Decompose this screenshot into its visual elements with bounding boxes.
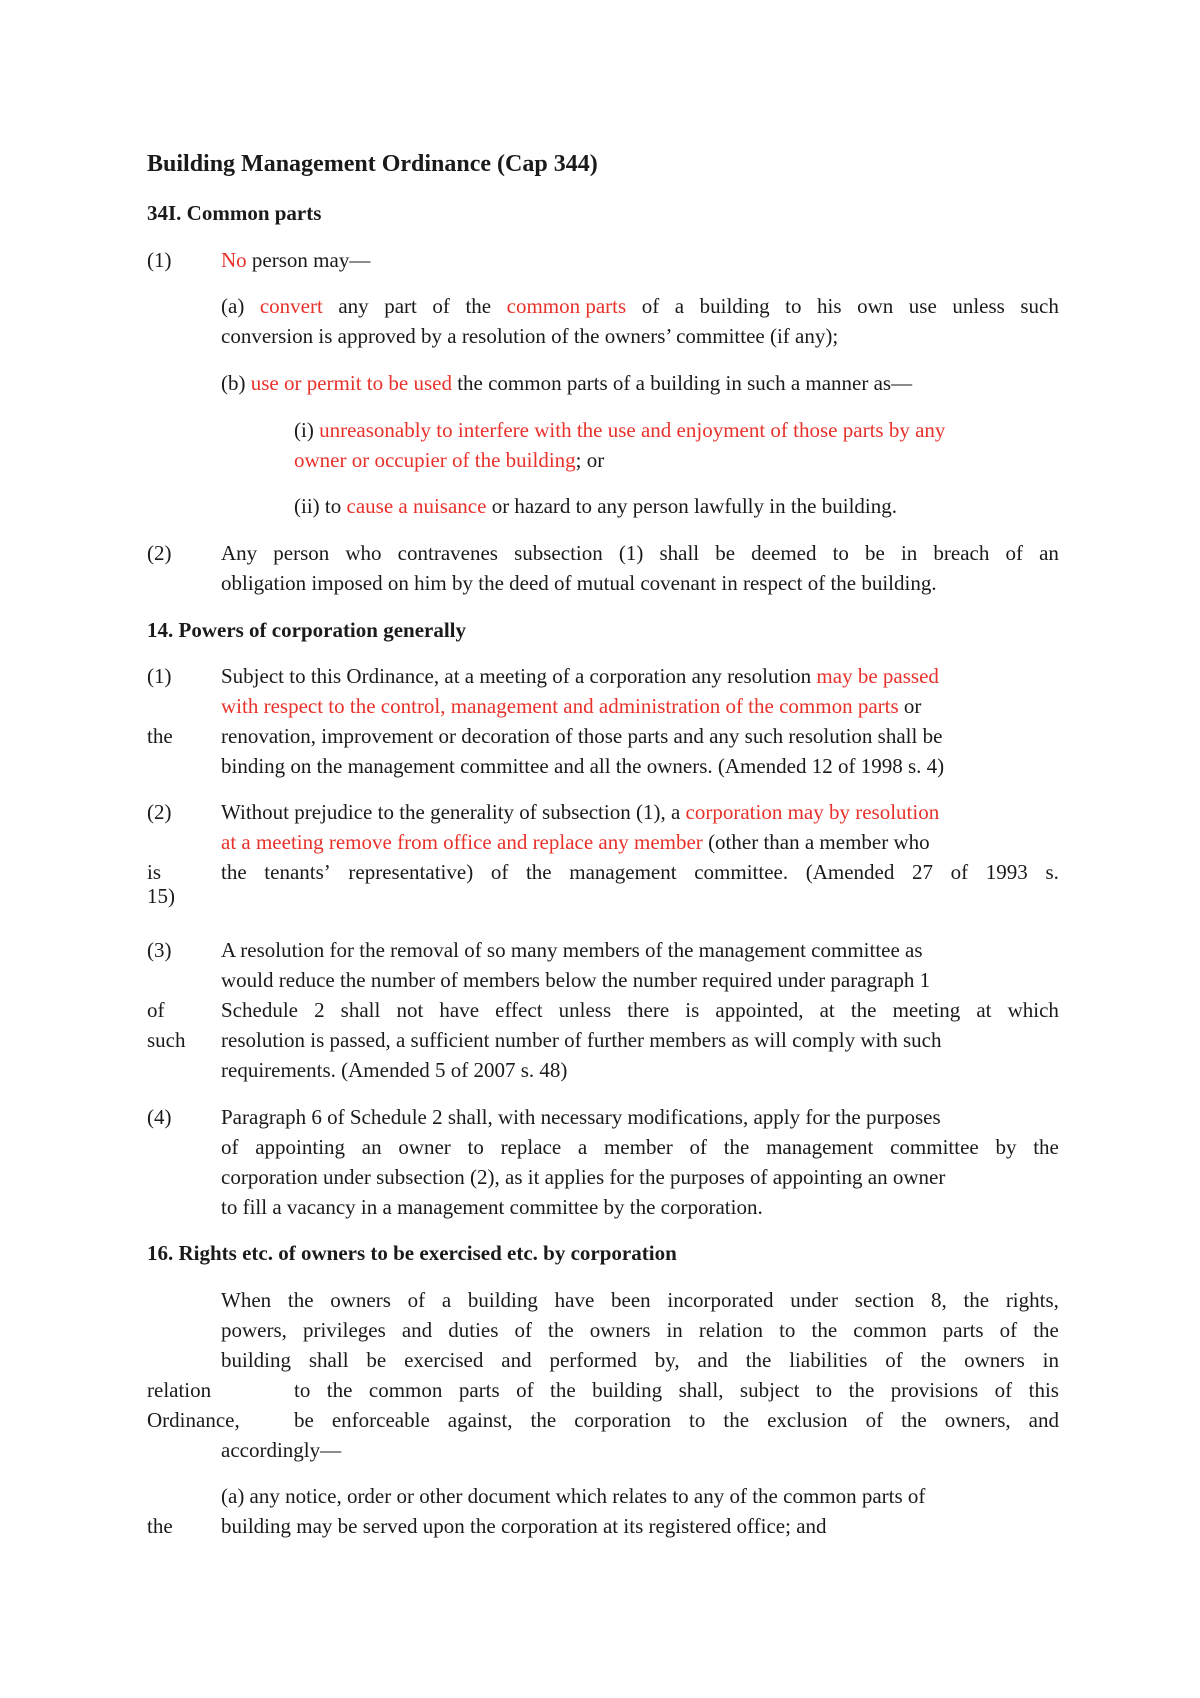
word: of [950,860,969,884]
paragraph-number: (3) [147,938,172,962]
word: unless [558,998,612,1022]
word: to [832,541,849,565]
paragraph-number: (4) [147,1105,172,1129]
word: management [766,1135,874,1159]
word: exercised [404,1348,484,1372]
margin-word: the [147,724,173,748]
highlight-text: unreasonably to interfere with the use and enjoyment of those parts by any [319,418,946,442]
word: of [641,294,660,318]
text-line: corporation under subsection (2), as it applies for the purposes of appointing an owner [221,1165,946,1189]
word: the [550,1378,576,1402]
word: be [366,1348,387,1372]
text-line [221,661,939,691]
text-line-justified [221,857,1059,887]
word: Any [221,541,258,565]
word: rights, [1005,1288,1059,1312]
word: of [432,294,450,318]
word: the [326,1378,353,1402]
word: of [514,1318,532,1342]
word: parts [942,1318,984,1342]
word: a [674,294,685,318]
word: and [401,1318,433,1342]
highlight-text: may be passed [816,664,939,688]
word: the [723,1408,750,1432]
text-run: (other than a member who [702,830,930,854]
margin-word: such [147,1028,186,1052]
word: committee. [694,860,789,884]
highlight-text: use or permit to be used [250,371,452,395]
word: in [900,541,918,565]
text-run: the common parts of a building in such a manner as— [451,371,913,395]
highlight-word: common parts [506,294,627,318]
text-line [294,491,897,521]
word: be [294,1408,314,1432]
highlight-text: at a meeting remove from office and replace any member [221,830,703,854]
text-run: person may— [246,248,371,272]
word: shall, [678,1378,724,1402]
word: 2 [314,998,325,1022]
highlight-text: owner or occupier of the building [294,448,576,472]
word: the [465,294,492,318]
text-line [221,827,930,857]
word: effect [495,998,543,1022]
word: of [885,1348,903,1372]
word: 8, [930,1288,947,1312]
paragraph-text [221,245,370,275]
text-run: (ii) to [294,494,347,518]
word: 27 [912,860,934,884]
word: owners [589,1318,651,1342]
word: such [1020,294,1059,318]
word: duties [448,1318,499,1342]
text-run: Without prejudice to the generality of subsection (1), a [221,800,686,824]
text-run: or hazard to any person lawfully in the building. [486,494,898,518]
word: in [666,1318,683,1342]
word: section [854,1288,915,1312]
highlight-text: with respect to the control, management and administration of the common parts [221,694,899,718]
word: exclusion [767,1408,848,1432]
margin-word: the [147,1514,173,1538]
word: and [1028,1408,1059,1432]
margin-word: relation [147,1378,212,1402]
text-run: or [898,694,922,718]
highlight-text: No [221,248,247,272]
text-line: requirements. (Amended 5 of 2007 s. 48) [221,1058,568,1082]
text-line-justified [221,1345,1059,1375]
word: who [345,541,382,565]
text-line: conversion is approved by a resolution of the owners’ committee (if any); [221,324,839,348]
word: the [901,1408,927,1432]
word: of [689,1135,707,1159]
word: committee [890,1135,979,1159]
word: the [811,1318,838,1342]
word: the [745,1348,772,1372]
word: of [1005,541,1023,565]
text-line-justified [294,1375,1059,1405]
margin-word: of [147,998,165,1022]
text-line-justified [221,1132,1059,1162]
word: tenants’ [264,860,331,884]
word: to [689,1408,706,1432]
section-heading-34i: 34I. Common parts [147,201,322,225]
word: person [273,541,330,565]
paragraph-number: (1) [147,248,172,272]
word: of [407,1288,426,1312]
text-line: building may be served upon the corporation at its registered office; and [221,1514,827,1538]
word: this [1028,1378,1059,1402]
text-line-justified [221,538,1059,568]
word: performed [549,1348,637,1372]
word: of [490,860,509,884]
word: the [723,1135,750,1159]
text-line: binding on the management committee and all the owners. (Amended 12 of 1998 s. 4) [221,754,945,778]
word: the [548,1318,574,1342]
word: building [221,1348,292,1372]
word: and [697,1348,728,1372]
word: use [908,294,937,318]
word: appointing [255,1135,346,1159]
text-line: accordingly— [221,1438,342,1462]
word: shall [659,541,700,565]
word: breach [933,541,990,565]
text-line: renovation, improvement or decoration of those parts and any such resolution shall be [221,724,943,748]
text-line [294,415,945,445]
word: to [779,1318,796,1342]
word: have [554,1288,595,1312]
word: of [865,1408,884,1432]
word: is [685,998,700,1022]
word: owners [330,1288,391,1312]
word: enforceable [331,1408,430,1432]
margin-word: Ordinance, [147,1408,240,1432]
word: under [790,1288,839,1312]
text-run: (i) [294,418,314,442]
word: the [1033,1318,1059,1342]
word: representative) [348,860,474,884]
highlight-text: cause a nuisance [346,494,487,518]
word: there [627,998,670,1022]
word: management [569,860,677,884]
word: of [994,1378,1013,1402]
word: building [467,1288,538,1312]
word: a [577,1135,588,1159]
word: of [516,1378,534,1402]
text-line-justified [221,291,1059,321]
word: the [963,1288,990,1312]
word: subsection [514,541,603,565]
word: building [592,1378,663,1402]
text-line: to fill a vacancy in a management committee by the corporation. [221,1195,763,1219]
word: meeting [892,998,961,1022]
word: and [501,1348,532,1372]
word: the [848,1378,875,1402]
word: the [221,860,247,884]
margin-word: 15) [147,884,175,908]
word: his [817,294,842,318]
word: replace [500,1135,562,1159]
word: s. [1045,860,1059,884]
word: the [287,1288,314,1312]
word: part [384,294,417,318]
word: of [221,1135,239,1159]
word: When [221,1288,272,1312]
word: an [361,1135,382,1159]
word: any [338,294,369,318]
text-line: (a) any notice, order or other document which relates to any of the common parts of [221,1484,926,1508]
text-line-justified [221,1315,1059,1345]
word: to [467,1135,484,1159]
word: owner [398,1135,451,1159]
section-heading-14: 14. Powers of corporation generally [147,618,467,642]
word: an [1039,541,1059,565]
word: against, [447,1408,513,1432]
word: incorporated [667,1288,774,1312]
word: to [815,1378,833,1402]
word: 1993 [985,860,1028,884]
word: the [1033,1135,1059,1159]
word: provisions [890,1378,979,1402]
word: a [441,1288,452,1312]
word: the [525,860,552,884]
text-line-justified [221,995,1059,1025]
word: building [699,294,770,318]
word: to [294,1378,311,1402]
text-run: ; or [575,448,605,472]
word: of [999,1318,1018,1342]
word: the [530,1408,557,1432]
word: the [920,1348,947,1372]
word: at [819,998,835,1022]
word: corporation [574,1408,672,1432]
text-line-justified [221,1285,1059,1315]
word: owners [964,1348,1025,1372]
word: shall [308,1348,349,1372]
word: contravenes [397,541,498,565]
document-title: Building Management Ordinance (Cap 344) [147,151,598,177]
text-line [294,445,604,475]
word: deemed [751,541,817,565]
text-line [221,368,912,398]
word: unless [952,294,1005,318]
word: (a) [221,294,245,318]
word: own [857,294,894,318]
word: the [850,998,877,1022]
text-line: would reduce the number of members below the number required under paragraph 1 [221,968,931,992]
text-line [221,797,939,827]
text-run: Subject to this Ordinance, at a meeting of a corporation any resolution [221,664,817,688]
text-line: obligation imposed on him by the deed of mutual covenant in respect of the building. [221,571,937,595]
text-line: resolution is passed, a sufficient number of further members as will comply with such [221,1028,942,1052]
highlight-text: corporation may by resolution [685,800,940,824]
word: powers, [221,1318,287,1342]
text-line: Paragraph 6 of Schedule 2 shall, with necessary modifications, apply for the purposes [221,1105,941,1129]
word: by [995,1135,1017,1159]
word: parts [458,1378,500,1402]
word: not [396,998,424,1022]
highlight-word: convert [259,294,323,318]
word: privileges [302,1318,386,1342]
word: (Amended [805,860,895,884]
paragraph-number: (1) [147,664,172,688]
paragraph-number: (2) [147,541,172,565]
word: common [853,1318,927,1342]
word: been [611,1288,651,1312]
word: in [1042,1348,1059,1372]
paragraph-number: (2) [147,800,172,824]
word: be [865,541,885,565]
word: (1) [618,541,644,565]
text-line-justified [294,1405,1059,1435]
margin-word: is [147,860,162,884]
word: which [1007,998,1059,1022]
word: appointed, [715,998,804,1022]
text-run: (b) [221,371,251,395]
word: to [785,294,802,318]
word: common [368,1378,443,1402]
word: have [439,998,480,1022]
text-line [221,691,921,721]
word: Schedule [221,998,298,1022]
word: subject [739,1378,800,1402]
word: shall [340,998,381,1022]
word: at [976,998,992,1022]
word: member [603,1135,673,1159]
word: by, [654,1348,680,1372]
text-line: A resolution for the removal of so many members of the management committee as [221,938,923,962]
section-heading-16: 16. Rights etc. of owners to be exercised etc. by corporation [147,1241,677,1265]
word: relation [698,1318,764,1342]
word: liabilities [789,1348,868,1372]
word: be [715,541,736,565]
word: owners, [944,1408,1011,1432]
